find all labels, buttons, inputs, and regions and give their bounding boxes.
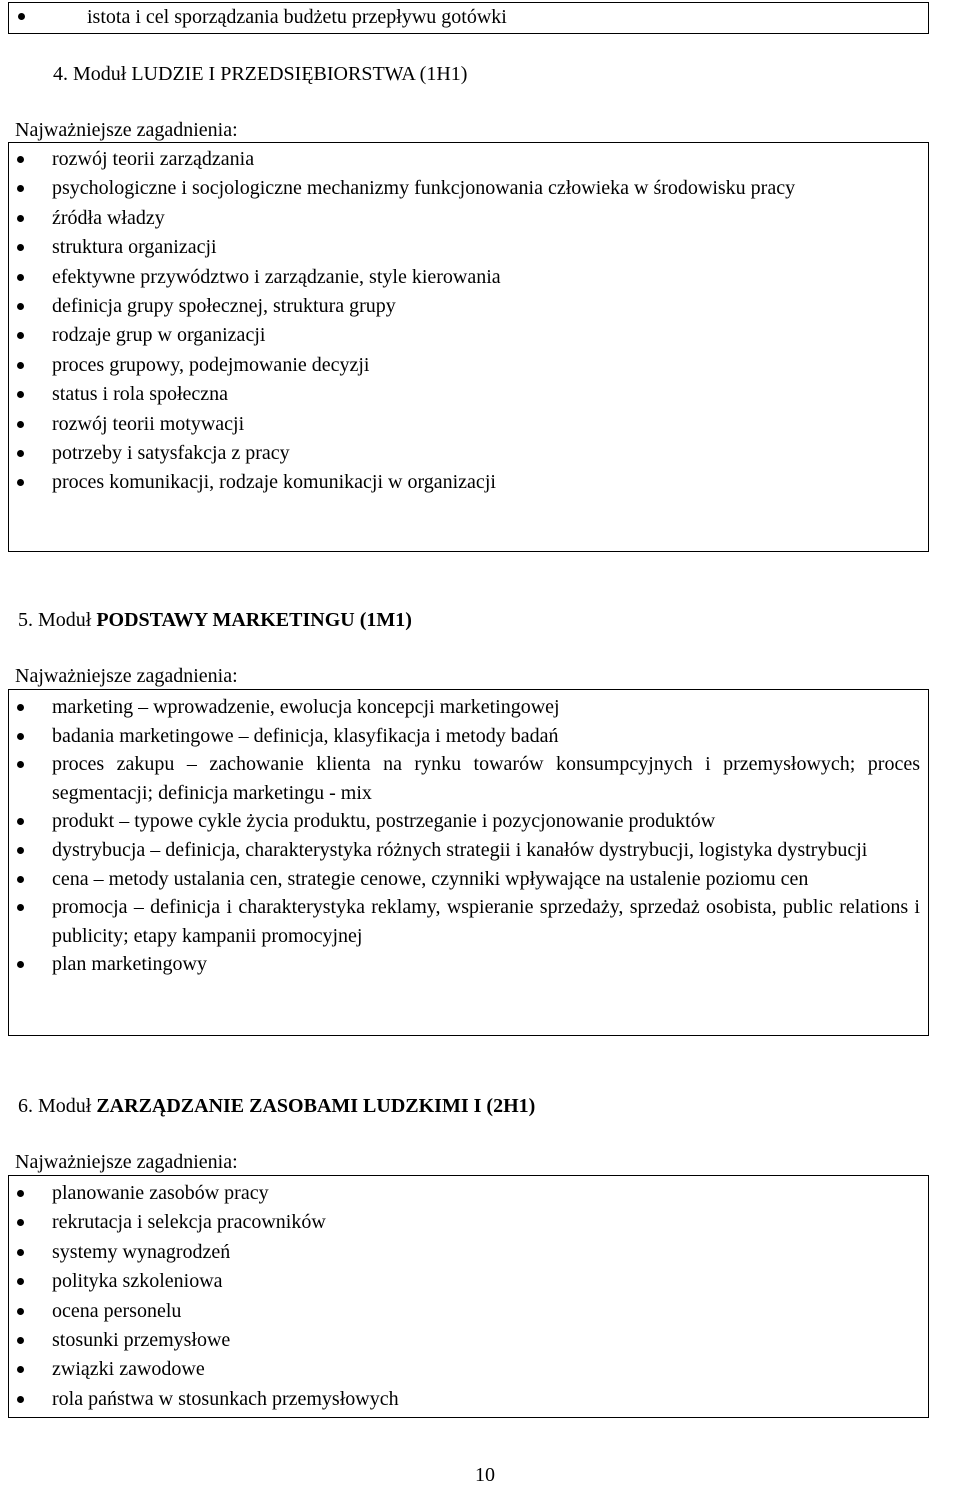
bullet-icon: [17, 244, 24, 251]
list-item: [9, 292, 928, 321]
module-5-title: [18, 607, 412, 633]
list-item: [9, 865, 928, 894]
list-item-text: istota i cel sporządzania budżetu przepływu gotówki: [87, 6, 507, 28]
previous-topics-list: [9, 3, 928, 31]
list-item-text: planowanie zasobów pracy: [52, 1182, 269, 1204]
bullet-icon: [17, 1366, 24, 1373]
list-item-text: związki zawodowe: [52, 1358, 205, 1381]
module-5-topics-list: [9, 693, 928, 979]
list-item: [9, 233, 928, 262]
list-item: [9, 1326, 928, 1355]
list-item-text: proces grupowy, podejmowanie decyzji: [52, 353, 370, 376]
page-number: 10: [475, 1464, 495, 1486]
list-item-text: dystrybucja – definicja, charakterystyka różnych strategii i kanałów dystrybucji, logistyka dystrybucji: [52, 838, 868, 861]
list-item: [9, 321, 928, 350]
module-6-topics-list: [9, 1179, 928, 1414]
bullet-icon: [17, 391, 24, 398]
module-5-topics-box: [8, 689, 929, 1036]
bullet-icon: [17, 185, 24, 192]
list-item: [9, 1385, 928, 1414]
list-item-text: produkt – typowe cykle życia produktu, postrzeganie i pozycjonowanie produktów: [52, 810, 716, 833]
list-item: [9, 1355, 928, 1384]
list-item-text: rozwój teorii motywacji: [52, 412, 245, 435]
list-item: [9, 693, 928, 722]
list-item-text: marketing – wprowadzenie, ewolucja koncepcji marketingowej: [52, 696, 560, 718]
list-item-text: proces komunikacji, rodzaje komunikacji w organizacji: [52, 471, 496, 494]
module-prefix: Moduł: [38, 609, 92, 631]
bullet-icon: [17, 1308, 24, 1315]
list-item-text: potrzeby i satysfakcja z pracy: [52, 442, 290, 465]
list-item: [9, 410, 928, 439]
bullet-icon: [17, 1190, 24, 1197]
list-item-text: plan marketingowy: [52, 953, 207, 976]
module-number: 6.: [18, 1095, 33, 1117]
bullet-icon: [17, 704, 24, 711]
list-item: [9, 468, 928, 497]
list-item: [9, 145, 928, 174]
list-item: [9, 836, 928, 865]
bullet-icon: [17, 421, 24, 428]
previous-topics-box: [8, 2, 929, 34]
list-item: [9, 380, 928, 409]
bullet-icon: [17, 847, 24, 854]
list-item: [9, 722, 928, 751]
list-item: [9, 263, 928, 292]
bullet-icon: [17, 450, 24, 457]
bullet-icon: [17, 961, 24, 968]
list-item: [9, 174, 928, 203]
bullet-icon: [17, 303, 24, 310]
list-item-text: stosunki przemysłowe: [52, 1329, 231, 1352]
list-item: [9, 893, 928, 950]
module-number: 4.: [53, 63, 68, 85]
module-4-topics-box: [8, 142, 929, 552]
module-6-subheading: Najważniejsze zagadnienia:: [15, 1151, 238, 1173]
list-item: [9, 807, 928, 836]
module-prefix: Moduł: [73, 63, 127, 85]
list-item: [9, 1238, 928, 1267]
module-name: PODSTAWY MARKETINGU (1M1): [96, 609, 412, 631]
bullet-icon: [17, 1219, 24, 1226]
list-item: [9, 1179, 928, 1208]
bullet-icon: [17, 274, 24, 281]
bullet-icon: [17, 479, 24, 486]
list-item: [9, 3, 928, 31]
bullet-icon: [17, 1396, 24, 1403]
list-item: [9, 351, 928, 380]
list-item-text: efektywne przywództwo i zarządzanie, style kierowania: [52, 265, 501, 288]
module-name: ZARZĄDZANIE ZASOBAMI LUDZKIMI I (2H1): [96, 1095, 536, 1117]
list-item-text: systemy wynagrodzeń: [52, 1240, 231, 1263]
module-6-title: [18, 1093, 535, 1119]
list-item: [9, 750, 928, 807]
bullet-icon: [17, 156, 24, 163]
bullet-icon: [17, 215, 24, 222]
list-item-text: proces zakupu – zachowanie klienta na rynku towarów konsumpcyjnych i przemysłowych; proces segmentacji; definicja marketingu - mix: [52, 753, 920, 804]
bullet-icon: [17, 1278, 24, 1285]
bullet-icon: [17, 362, 24, 369]
list-item: [9, 950, 928, 979]
module-6-topics-box: [8, 1175, 929, 1418]
module-4-title: [53, 61, 467, 87]
module-4-topics-list: [9, 145, 928, 498]
list-item-text: definicja grupy społecznej, struktura grupy: [52, 295, 396, 318]
module-prefix: Moduł: [38, 1095, 92, 1117]
list-item-text: rodzaje grup w organizacji: [52, 324, 266, 347]
bullet-icon: [17, 332, 24, 339]
list-item: [9, 1208, 928, 1237]
module-5-subheading: Najważniejsze zagadnienia:: [15, 665, 238, 687]
bullet-icon: [17, 904, 24, 911]
list-item-text: ocena personelu: [52, 1299, 182, 1322]
list-item: [9, 1267, 928, 1296]
bullet-icon: [17, 818, 24, 825]
list-item-text: cena – metody ustalania cen, strategie cenowe, czynniki wpływające na ustalenie poziomu cen: [52, 867, 809, 890]
list-item: [9, 204, 928, 233]
list-item-text: badania marketingowe – definicja, klasyfikacja i metody badań: [52, 724, 559, 747]
bullet-icon: [18, 13, 25, 20]
bullet-icon: [17, 876, 24, 883]
list-item-text: psychologiczne i socjologiczne mechanizmy funkcjonowania człowieka w środowisku pracy: [52, 177, 796, 200]
list-item-text: struktura organizacji: [52, 236, 217, 259]
module-name: LUDZIE I PRZEDSIĘBIORSTWA (1H1): [131, 63, 468, 85]
list-item-text: status i rola społeczna: [52, 383, 229, 406]
bullet-icon: [17, 733, 24, 740]
list-item-text: rekrutacja i selekcja pracowników: [52, 1211, 326, 1234]
module-number: 5.: [18, 609, 33, 631]
module-4-subheading: Najważniejsze zagadnienia:: [15, 119, 238, 141]
list-item-text: rola państwa w stosunkach przemysłowych: [52, 1387, 399, 1410]
list-item-text: rozwój teorii zarządzania: [52, 148, 255, 170]
list-item: [9, 1297, 928, 1326]
bullet-icon: [17, 1337, 24, 1344]
list-item-text: polityka szkoleniowa: [52, 1270, 223, 1293]
bullet-icon: [17, 761, 24, 768]
list-item-text: źródła władzy: [52, 206, 165, 229]
list-item: [9, 439, 928, 468]
bullet-icon: [17, 1249, 24, 1256]
list-item-text: promocja – definicja i charakterystyka reklamy, wspieranie sprzedaży, sprzedaż osobista, public relations i publicity; etapy kampanii promocyjnej: [52, 896, 920, 947]
